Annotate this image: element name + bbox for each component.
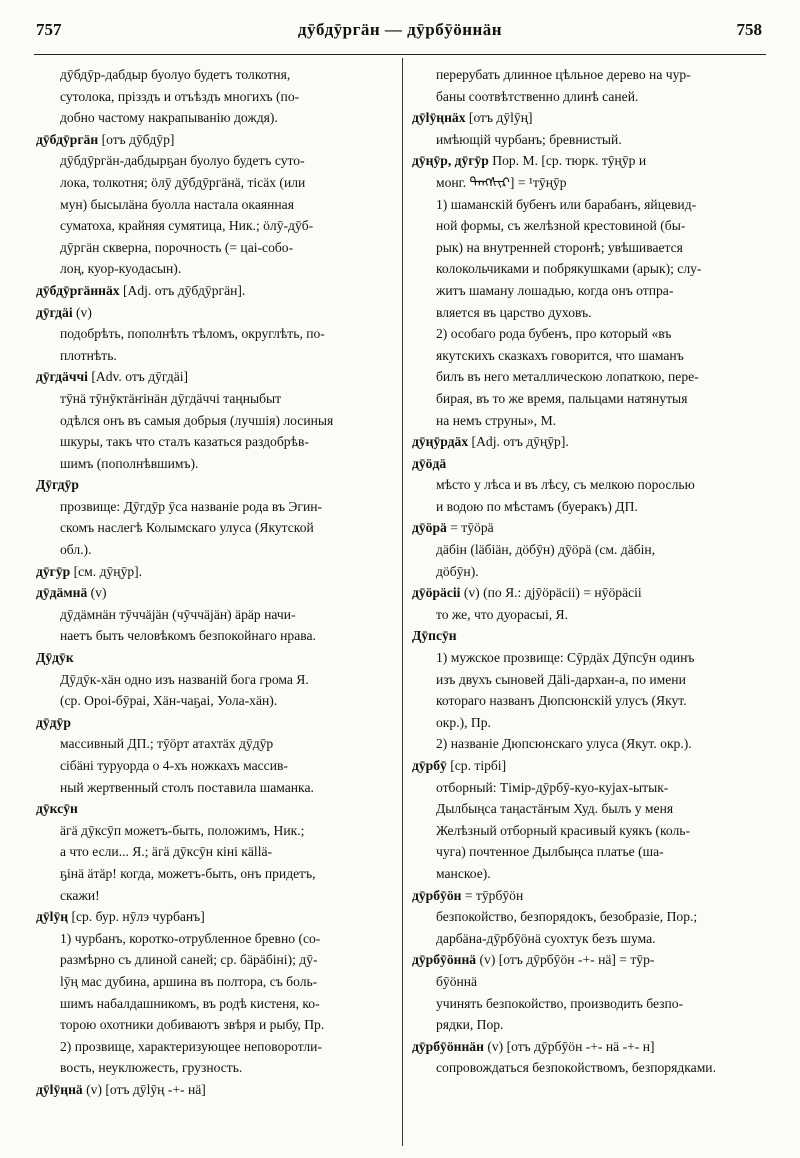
definition-line: на немъ струны», М. bbox=[436, 412, 557, 428]
definition-line: дӯбдӯр-дабдыр буолуо будетъ толкотня, bbox=[60, 67, 291, 82]
entry-definition bbox=[412, 906, 764, 949]
entry-head bbox=[412, 107, 764, 129]
headword: дӯбдӯргäннäх bbox=[36, 282, 120, 298]
entry-definition bbox=[412, 604, 764, 626]
definition-line: одѣлся онъ въ самыя добрыя (лучшія) лосиныя bbox=[60, 412, 334, 428]
entry-definition bbox=[36, 820, 392, 906]
definition-line: 2) особаго рода бубенъ, про который «въ bbox=[436, 326, 672, 342]
dictionary-entry bbox=[412, 107, 764, 150]
definition-line: бӯöннä bbox=[436, 973, 478, 989]
entry-definition bbox=[412, 647, 764, 755]
entry-head bbox=[412, 885, 764, 907]
definition-line: дäбін (läбіäн, дöбӯн) дӯöрä (см. дäбін, bbox=[436, 542, 656, 558]
entry-definition bbox=[36, 64, 392, 129]
headword: дӯңӯр, дӯгӯр bbox=[412, 153, 489, 169]
running-title: дӯбдӯргäн — дӯрбӯöннäн bbox=[297, 20, 503, 39]
left-page-number: 757 bbox=[36, 20, 62, 39]
definition-line: баны соотвѣтственно длинѣ саней. bbox=[436, 88, 639, 104]
definition-line: сопровождаться безпокойствомъ, безпорядками. bbox=[436, 1060, 716, 1076]
definition-line: житъ шаману лошадью, когда онъ отпра- bbox=[436, 282, 674, 298]
headword-info: = тӯöрä bbox=[446, 520, 494, 536]
headword: Дӯгдӯр bbox=[36, 477, 79, 493]
headword-info: (v) bbox=[87, 585, 107, 601]
definition-line: окр.), Пр. bbox=[436, 714, 491, 730]
entry-head bbox=[36, 1079, 392, 1101]
headword-info: (v) [отъ дӯlӯң -+- нä] bbox=[82, 1081, 206, 1097]
headword-info: [ср. бур. нӯлэ чурбанъ] bbox=[68, 909, 205, 925]
headword: дӯбдӯргäн bbox=[36, 131, 99, 147]
entry-head bbox=[36, 302, 392, 324]
entry-definition bbox=[412, 971, 764, 1036]
headword: дӯöрäсіі bbox=[412, 585, 461, 601]
definition-line: дарбäна-дӯрбӯöнä суохтук безъ шума. bbox=[436, 930, 656, 946]
definition-line: вость, неуклюжесть, грузность. bbox=[60, 1060, 243, 1076]
definition-line: Дӯдӯк-хäн одно изъ названій бога грома Я. bbox=[60, 671, 309, 687]
dictionary-entry bbox=[412, 625, 764, 755]
dictionary-entry bbox=[36, 366, 392, 474]
definition-line: якутскихъ сказкахъ говорится, что шаманъ bbox=[436, 347, 684, 363]
entry-definition bbox=[36, 669, 392, 712]
definition-line: 2) названіе Дюпсюнскаго улуса (Якут. окр.). bbox=[436, 736, 692, 752]
header-rule bbox=[34, 54, 766, 55]
definition-line: Желѣзный отборный красивый куякъ (коль- bbox=[436, 822, 690, 838]
headword: дӯгдäччі bbox=[36, 369, 88, 385]
right-column bbox=[412, 64, 764, 1079]
definition-line: вляется въ царство духовъ. bbox=[436, 304, 592, 320]
headword: дӯрбӯöн bbox=[412, 887, 462, 903]
headword: дӯöдä bbox=[412, 455, 447, 471]
entry-head bbox=[412, 1036, 764, 1058]
definition-line: Дылбыңса таңастäҥым Худ. былъ у меня bbox=[436, 801, 674, 817]
definition-line: рык) на внутренней сторонѣ; увѣшивается bbox=[436, 239, 683, 255]
definition-line: (ср. Ороі-бӯраі, Хäн-чаҕаі, Уола-хäн). bbox=[60, 693, 278, 709]
dictionary-entry bbox=[36, 302, 392, 367]
headword: дӯрбӯöннäн bbox=[412, 1038, 484, 1054]
dictionary-entry bbox=[36, 647, 392, 712]
headword: дӯгдäі bbox=[36, 304, 73, 320]
dictionary-entry bbox=[412, 949, 764, 1035]
definition-line: безпокойство, безпорядокъ, безобразіе, Пор.; bbox=[436, 909, 698, 925]
headword: Дӯпсӯн bbox=[412, 628, 457, 644]
entry-head bbox=[36, 366, 392, 388]
definition-line: скомъ наслегѣ Колымскаго улуса (Якутской bbox=[60, 520, 314, 536]
headword-info: (v) bbox=[72, 304, 92, 320]
entry-head bbox=[36, 474, 392, 496]
headword: дӯксӯн bbox=[36, 801, 78, 817]
definition-line: ной формы, съ желѣзной крестовиной (бы- bbox=[436, 218, 686, 234]
definition-line: имѣющій чурбанъ; бревнистый. bbox=[436, 131, 622, 147]
definition-line: 1) чурбанъ, коротко-отрубленное бревно (со- bbox=[60, 930, 321, 946]
definition-line: дӯргäн скверна, порочность (= цаі-собо- bbox=[60, 239, 294, 255]
entry-definition bbox=[36, 733, 392, 798]
dictionary-entry bbox=[412, 64, 764, 107]
dictionary-entry bbox=[412, 885, 764, 950]
entry-head bbox=[412, 453, 764, 475]
entry-definition bbox=[412, 172, 764, 431]
dictionary-entry bbox=[36, 64, 392, 129]
definition-line: плотнѣть. bbox=[60, 347, 117, 363]
definition-line: прозвище: Дӯгдӯр ӯса названіе рода въ Эгин- bbox=[60, 498, 323, 514]
dictionary-entry bbox=[412, 1036, 764, 1079]
entry-definition bbox=[36, 604, 392, 647]
entry-head bbox=[36, 906, 392, 928]
definition-line: учинять безпокойство, производить безпо- bbox=[436, 995, 684, 1011]
entry-definition bbox=[412, 474, 764, 517]
definition-line: лоң, куор-куодасын). bbox=[60, 261, 182, 277]
headword: дӯңӯрдäх bbox=[412, 434, 469, 450]
entry-definition bbox=[412, 539, 764, 582]
entry-head bbox=[36, 561, 392, 583]
definition-line: подобрѣть, пополнѣть тѣломъ, округлѣть, по- bbox=[60, 326, 325, 342]
definition-line: билъ въ него металлическою лопаткою, пере- bbox=[436, 369, 699, 385]
entry-definition bbox=[412, 777, 764, 885]
definition-line: мѣсто у лѣса и въ лѣсу, съ мелкою порослью bbox=[436, 477, 695, 493]
definition-line: чуга) почтенное Дылбыңса платье (ша- bbox=[436, 844, 664, 860]
headword-info: (v) (по Я.: дјӯöрäсіі) = нӯöрäсіі bbox=[460, 585, 642, 601]
definition-line: манское). bbox=[436, 865, 491, 881]
headword-info: [ср. тірбі] bbox=[446, 758, 507, 773]
left-column bbox=[36, 64, 392, 1101]
definition-line: суматоха, крайняя сумятица, Ник.; öлӯ-дӯб- bbox=[60, 218, 314, 234]
entry-definition bbox=[36, 928, 392, 1079]
definition-line: котораго названъ Дюпсюнскій улусъ (Якут. bbox=[436, 693, 687, 709]
definition-line: а что если... Я.; äгä дӯксӯн кіні кällä- bbox=[60, 844, 273, 860]
headword-info: [отъ дӯбдӯр] bbox=[98, 131, 175, 147]
entry-head bbox=[36, 280, 392, 302]
dictionary-entry bbox=[36, 1079, 392, 1101]
definition-line: обл.). bbox=[60, 542, 92, 558]
headword: дӯöрä bbox=[412, 520, 447, 536]
headword: дӯрбӯöннä bbox=[412, 952, 477, 968]
definition-line: дöбӯн). bbox=[436, 563, 479, 579]
definition-line: рядки, Пор. bbox=[436, 1017, 504, 1033]
definition-line: торою охотники добиваютъ звѣря и рыбу, Пр. bbox=[60, 1017, 325, 1033]
dictionary-entry bbox=[412, 582, 764, 625]
definition-line: наетъ быть человѣкомъ безпокойнаго нрава. bbox=[60, 628, 316, 644]
definition-line: ный жертвенный столъ поставила шаманка. bbox=[60, 779, 314, 795]
entry-head bbox=[412, 625, 764, 647]
definition-line: тӯнä тӯнӯктäҥінäн дӯгдäччі таңныбыт bbox=[60, 390, 282, 406]
entry-definition bbox=[412, 129, 764, 151]
dictionary-entry bbox=[36, 280, 392, 302]
dictionary-entry bbox=[36, 561, 392, 583]
dictionary-entry bbox=[36, 798, 392, 906]
definition-line: 1) мужское прозвище: Сӯрдäх Дӯпсӯн одинъ bbox=[436, 650, 695, 666]
definition-line: 2) прозвище, характеризующее неповоротли- bbox=[60, 1038, 322, 1054]
entry-head bbox=[36, 798, 392, 820]
dictionary-entry bbox=[36, 582, 392, 647]
headword: дӯlӯңнä bbox=[36, 1081, 83, 1097]
definition-line: монг. ᠳᠡᠩᠰᠢᠷ] = ¹тӯңӯр bbox=[436, 174, 567, 190]
definition-line: изъ двухъ сыновей Дälі-дархан-а, по имени bbox=[436, 671, 686, 687]
headword-info: (v) [отъ дӯрбӯöн -+- нä -+- н] bbox=[483, 1038, 655, 1054]
definition-line: бирая, въ то же время, пальцами натянутыя bbox=[436, 390, 688, 406]
definition-line: шимъ (пополнѣвшимъ). bbox=[60, 455, 199, 471]
definition-line: скажи! bbox=[60, 887, 100, 903]
headword-info: (v) [отъ дӯрбӯöн -+- нä] = тӯр- bbox=[476, 952, 655, 968]
headword-info: = тӯрбӯöн bbox=[461, 887, 524, 903]
entry-definition bbox=[36, 496, 392, 561]
entry-definition bbox=[412, 64, 764, 107]
dictionary-entry bbox=[412, 150, 764, 172]
dictionary-entry bbox=[412, 755, 764, 885]
entry-head bbox=[412, 582, 764, 604]
column-divider bbox=[402, 58, 403, 1146]
dictionary-entry bbox=[36, 129, 392, 280]
dictionary-entry bbox=[412, 453, 764, 518]
headword: дӯрбӯ bbox=[412, 758, 447, 773]
definition-line: массивный ДП.; тӯöрт атахтäх дӯдӯр bbox=[60, 736, 274, 752]
entry-definition bbox=[36, 388, 392, 474]
entry-head bbox=[36, 712, 392, 734]
dictionary-entry bbox=[36, 906, 392, 1079]
dictionary-entry bbox=[36, 474, 392, 560]
headword-info: Пор. М. [ср. тюрк. тӯңӯр и bbox=[488, 153, 647, 169]
headword-info: [см. дӯңӯр]. bbox=[70, 563, 143, 579]
dictionary-entry bbox=[36, 712, 392, 798]
dictionary-entry bbox=[412, 172, 764, 431]
entry-definition bbox=[412, 1057, 764, 1079]
definition-line: размѣрно съ длиной саней; ср. бäрäбіні); дӯ- bbox=[60, 952, 318, 968]
definition-line: отборный: Тімір-дӯрбӯ-куо-куjах-ытык- bbox=[436, 779, 669, 795]
entry-head bbox=[36, 582, 392, 604]
headword: Дӯдӯк bbox=[36, 650, 74, 666]
definition-line: äгä дӯксӯп можетъ-быть, положимъ, Ник.; bbox=[60, 822, 305, 838]
definition-line: лока, толкотня; öлӯ дӯбдӯргäнä, тісäх (или bbox=[60, 174, 306, 190]
definition-line: мун) бысылäна буолла настала окаянная bbox=[60, 196, 294, 212]
entry-head bbox=[412, 949, 764, 971]
definition-line: сібäні туруорда о 4-хъ ножкахъ массив- bbox=[60, 758, 288, 773]
definition-line: сутолока, прізздъ и отъѣздъ многихъ (по- bbox=[60, 88, 300, 104]
headword: дӯдäмнä bbox=[36, 585, 88, 601]
definition-line: и водою по мѣстамъ (буеракъ) ДП. bbox=[436, 498, 638, 514]
right-page-number: 758 bbox=[736, 20, 762, 39]
headword-info: [Adv. отъ дӯгдäі] bbox=[87, 369, 189, 385]
headword: дӯгӯр bbox=[36, 563, 71, 579]
headword: дӯдӯр bbox=[36, 714, 71, 730]
definition-line: ҕінä äтäр! когда, можетъ-быть, онъ придетъ, bbox=[60, 865, 316, 881]
definition-line: шимъ набалдашникомъ, въ родѣ кистеня, ко- bbox=[60, 995, 320, 1011]
definition-line: шкуры, такъ что сталъ казаться раздобрѣв- bbox=[60, 434, 309, 450]
definition-line: 1) шаманскій бубенъ или барабанъ, яйцевид- bbox=[436, 196, 697, 212]
entry-definition bbox=[36, 323, 392, 366]
definition-line: дӯдäмнäн тӯччäјäн (чӯччäјäн) äрäр начи- bbox=[60, 606, 296, 622]
entry-head bbox=[412, 517, 764, 539]
entry-definition bbox=[36, 150, 392, 280]
entry-head bbox=[36, 129, 392, 151]
entry-head bbox=[412, 755, 764, 777]
definition-line: добно частому накрапыванію дождя). bbox=[60, 110, 278, 126]
headword-info: [отъ дӯlӯң] bbox=[465, 110, 533, 126]
headword-info: [Adj. отъ дӯңӯр]. bbox=[468, 434, 569, 450]
headword: дӯlӯң bbox=[36, 909, 69, 925]
headword: дӯlӯңнäх bbox=[412, 110, 466, 126]
definition-line: lӯң мас дубина, аршина въ полтора, съ боль- bbox=[60, 973, 318, 989]
definition-line: дӯбдӯргäн-дабдырҕан буолуо будетъ суто- bbox=[60, 153, 305, 169]
entry-head bbox=[412, 431, 764, 453]
headword-info: [Adj. отъ дӯбдӯргäн]. bbox=[119, 282, 246, 298]
entry-head bbox=[412, 150, 764, 172]
dictionary-entry bbox=[412, 517, 764, 582]
definition-line: перерубать длинное цѣльное дерево на чур- bbox=[436, 67, 691, 82]
definition-line: то же, что дуорасыі, Я. bbox=[436, 606, 569, 622]
entry-head bbox=[36, 647, 392, 669]
definition-line: колокольчиками и побрякушками (арык); слу- bbox=[436, 261, 702, 277]
dictionary-entry bbox=[412, 431, 764, 453]
